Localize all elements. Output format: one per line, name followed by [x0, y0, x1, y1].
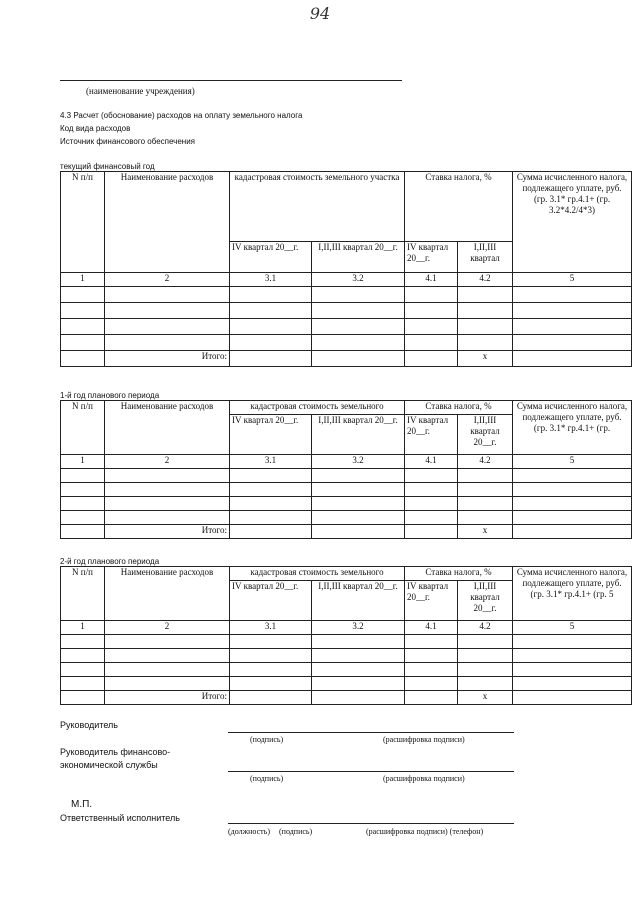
total-row: [61, 351, 632, 367]
table-row: [61, 497, 632, 511]
header-rate-q4: IV квартал 20__г.: [405, 242, 458, 273]
header-rate-q123: I,II,III квартал 20__г.: [458, 415, 513, 455]
colnum: 5: [513, 455, 632, 469]
stamp-label: М.П.: [71, 799, 93, 810]
header-name: Наименование расходов: [105, 172, 230, 273]
header-name: Наименование расходов: [105, 401, 230, 455]
executor-decode-phone-caption: (расшифровка подписи) (телефон): [366, 827, 484, 836]
institution-line: [60, 80, 402, 81]
header-sum: Сумма исчисленного налога, подлежащего уплате, руб. (гр. 3.1* гр.4.1+ (гр. 3.2*4.2/4*3): [513, 172, 632, 273]
total-label: Итого:: [105, 351, 230, 367]
header-q123: I,II,III квартал 20__г.: [312, 415, 405, 455]
header-cadastral: кадастровая стоимость земельного участка: [230, 172, 405, 242]
header-cadastral: кадастровая стоимость земельного: [230, 401, 405, 415]
colnum: 2: [105, 621, 230, 635]
form-title: 4.3 Расчет (обоснование) расходов на оплату земельного налога: [60, 111, 303, 120]
header-rate-q123: I,II,III квартал 20__г.: [458, 581, 513, 621]
header-name: Наименование расходов: [105, 567, 230, 621]
colnum: 2: [105, 455, 230, 469]
colnum: 4.1: [405, 455, 458, 469]
table-caption-plan-year-2: 2-й год планового периода: [60, 557, 160, 566]
executor-label: Ответственный исполнитель: [60, 813, 180, 823]
table-row: [61, 469, 632, 483]
colnum: 1: [61, 621, 105, 635]
colnum: 3.2: [312, 273, 405, 287]
header-q4: IV квартал 20__г.: [230, 581, 312, 621]
executor-position-caption: (должность): [228, 827, 270, 836]
total-row: [61, 691, 632, 705]
head-signature-line: [228, 732, 514, 733]
header-num: N п/п: [61, 567, 105, 621]
fin-head-sign-caption: (подпись): [250, 774, 284, 783]
fin-head-label-1: Руководитель финансово-: [60, 747, 171, 757]
header-rate: Ставка налога, %: [405, 567, 513, 581]
cross-mark: x: [458, 691, 513, 705]
header-sum: Сумма исчисленного налога, подлежащего уплате, руб. (гр. 3.1* гр.4.1+ (гр. 5: [513, 567, 632, 621]
table-caption-current-year: текущий финансовый год: [60, 162, 155, 171]
header-rate: Ставка налога, %: [405, 172, 513, 242]
table-row: [61, 303, 632, 319]
head-label: Руководитель: [60, 720, 118, 730]
institution-caption: (наименование учреждения): [86, 86, 195, 96]
header-rate-q4: IV квартал 20__г.: [405, 581, 458, 621]
colnum: 4.2: [458, 621, 513, 635]
table-row: [61, 287, 632, 303]
header-q123: I,II,III квартал 20__г.: [312, 581, 405, 621]
total-row: [61, 525, 632, 539]
executor-sign-caption: (подпись): [279, 827, 313, 836]
header-rate-q4: IV квартал 20__г.: [405, 415, 458, 455]
table-row: [61, 635, 632, 649]
tax-table-current-year: [60, 171, 632, 367]
total-label: Итого:: [105, 691, 230, 705]
fin-head-decode-caption: (расшифровка подписи): [383, 774, 465, 783]
table-row: [61, 663, 632, 677]
fin-head-label-2: экономической службы: [60, 760, 158, 770]
header-cadastral: кадастровая стоимость земельного: [230, 567, 405, 581]
cross-mark: x: [458, 525, 513, 539]
table-row: [61, 335, 632, 351]
head-sign-caption: (подпись): [250, 735, 284, 744]
colnum: 2: [105, 273, 230, 287]
page-number: 94: [309, 4, 331, 23]
table-row: [61, 649, 632, 663]
tax-table-plan-year-2: [60, 566, 632, 705]
colnum: 3.1: [230, 621, 312, 635]
colnum: 3.1: [230, 273, 312, 287]
header-num: N п/п: [61, 401, 105, 455]
header-rate: Ставка налога, %: [405, 401, 513, 415]
fin-head-signature-line: [228, 771, 514, 772]
header-q4: IV квартал 20__г.: [230, 415, 312, 455]
table-caption-plan-year-1: 1-й год планового периода: [60, 391, 160, 400]
colnum: 3.1: [230, 455, 312, 469]
cross-mark: x: [458, 351, 513, 367]
header-q4: IV квартал 20__г.: [230, 242, 312, 273]
table-row: [61, 483, 632, 497]
colnum: 3.2: [312, 621, 405, 635]
colnum: 4.2: [458, 273, 513, 287]
colnum: 3.2: [312, 455, 405, 469]
tax-table-plan-year-1: [60, 400, 632, 539]
executor-signature-line: [228, 823, 514, 824]
funding-source-label: Источник финансового обеспечения: [60, 137, 196, 146]
total-label: Итого:: [105, 525, 230, 539]
expense-code-label: Код вида расходов: [60, 124, 131, 133]
table-row: [61, 677, 632, 691]
header-num: N п/п: [61, 172, 105, 273]
colnum: 1: [61, 273, 105, 287]
colnum: 1: [61, 455, 105, 469]
header-rate-q123: I,II,III квартал: [458, 242, 513, 273]
colnum: 5: [513, 621, 632, 635]
header-sum: Сумма исчисленного налога, подлежащего уплате, руб. (гр. 3.1* гр.4.1+ (гр.: [513, 401, 632, 455]
head-decode-caption: (расшифровка подписи): [383, 735, 465, 744]
colnum: 4.1: [405, 273, 458, 287]
colnum: 4.1: [405, 621, 458, 635]
colnum: 4.2: [458, 455, 513, 469]
table-row: [61, 319, 632, 335]
table-row: [61, 511, 632, 525]
header-q123: I,II,III квартал 20__г.: [312, 242, 405, 273]
colnum: 5: [513, 273, 632, 287]
